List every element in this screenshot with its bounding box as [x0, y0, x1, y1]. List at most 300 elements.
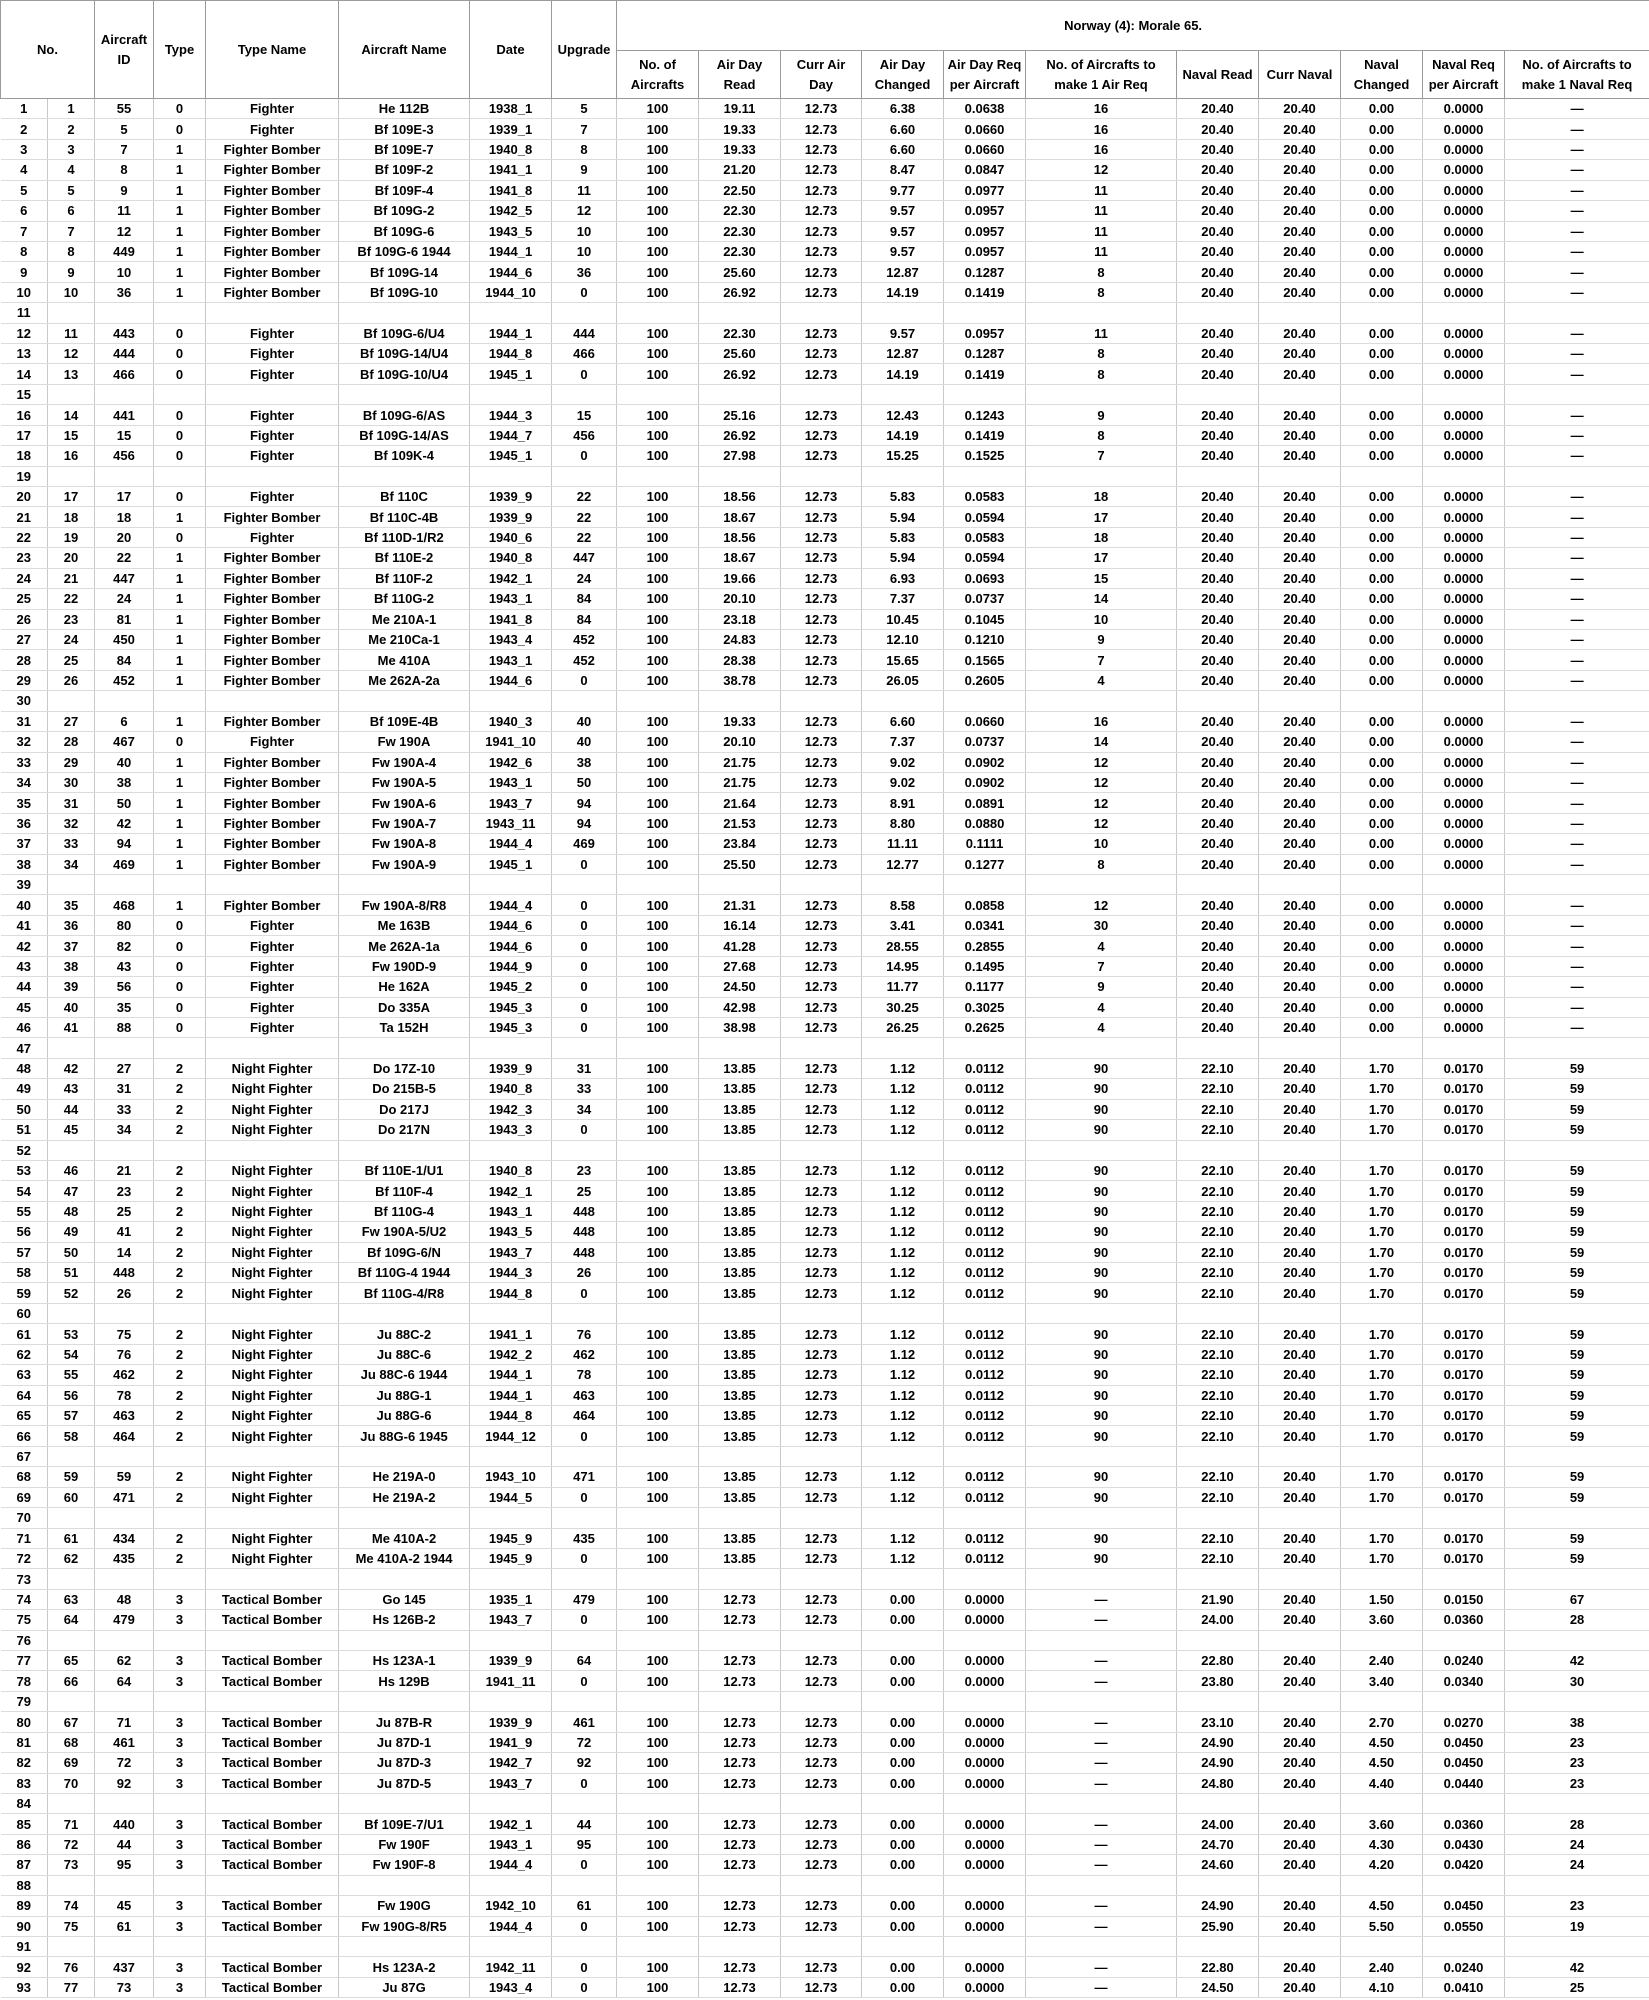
cell-aircraft-id[interactable]: 461	[95, 1732, 154, 1752]
cell-date[interactable]: 1944_12	[470, 1426, 552, 1446]
cell-naval-req[interactable]: 0.0170	[1423, 1242, 1505, 1262]
cell-aircraft-id[interactable]	[95, 1875, 154, 1895]
cell-air-day-req[interactable]	[944, 1794, 1026, 1814]
cell-row-number[interactable]: 36	[1, 813, 48, 833]
cell-aircraft-id[interactable]: 88	[95, 1017, 154, 1037]
cell-naval-req[interactable]: 0.0360	[1423, 1610, 1505, 1630]
cell-no-of-aircrafts[interactable]	[617, 691, 699, 711]
cell-aircrafts-per-air-req[interactable]	[1026, 1630, 1177, 1650]
cell-aircrafts-per-naval-req[interactable]: 59	[1505, 1181, 1649, 1201]
cell-air-day-changed[interactable]: 0.00	[862, 1732, 944, 1752]
cell-naval-req[interactable]: 0.0000	[1423, 119, 1505, 139]
cell-aircrafts-per-naval-req[interactable]: 19	[1505, 1916, 1649, 1936]
table-row[interactable]	[1, 1222, 1649, 1242]
cell-date[interactable]: 1941_10	[470, 732, 552, 752]
cell-air-day-req[interactable]: 0.0000	[944, 1732, 1026, 1752]
cell-no-of-aircrafts[interactable]: 100	[617, 1222, 699, 1242]
cell-aircraft-name[interactable]: Fw 190G	[339, 1896, 470, 1916]
cell-curr-air-day[interactable]: 12.73	[781, 1467, 862, 1487]
cell-row-number[interactable]: 88	[1, 1875, 48, 1895]
cell-air-day-changed[interactable]: 0.00	[862, 1610, 944, 1630]
cell-naval-read[interactable]: 24.90	[1177, 1732, 1259, 1752]
cell-type[interactable]	[154, 691, 206, 711]
cell-naval-req[interactable]: 0.0000	[1423, 99, 1505, 119]
table-row[interactable]	[1, 303, 1649, 323]
cell-aircraft-id[interactable]: 9	[95, 180, 154, 200]
cell-naval-req[interactable]: 0.0000	[1423, 711, 1505, 731]
cell-air-day-changed[interactable]: 1.12	[862, 1385, 944, 1405]
cell-aircraft-id[interactable]: 12	[95, 221, 154, 241]
cell-upgrade[interactable]	[552, 1303, 617, 1323]
cell-upgrade[interactable]	[552, 384, 617, 404]
cell-curr-naval[interactable]	[1259, 691, 1341, 711]
cell-curr-air-day[interactable]: 12.73	[781, 1834, 862, 1854]
table-row[interactable]	[1, 1794, 1649, 1814]
cell-date[interactable]: 1942_7	[470, 1753, 552, 1773]
cell-aircraft-name[interactable]: Me 163B	[339, 915, 470, 935]
cell-upgrade[interactable]	[552, 1038, 617, 1058]
cell-aircrafts-per-air-req[interactable]: —	[1026, 1589, 1177, 1609]
cell-type-name[interactable]: Fighter Bomber	[206, 201, 339, 221]
cell-aircrafts-per-naval-req[interactable]: —	[1505, 262, 1649, 282]
cell-aircrafts-per-naval-req[interactable]: 59	[1505, 1222, 1649, 1242]
cell-date[interactable]: 1944_1	[470, 1385, 552, 1405]
cell-type[interactable]	[154, 1875, 206, 1895]
cell-seq-no[interactable]: 31	[48, 793, 95, 813]
cell-no-of-aircrafts[interactable]	[617, 1508, 699, 1528]
cell-aircraft-id[interactable]: 82	[95, 936, 154, 956]
cell-curr-naval[interactable]	[1259, 875, 1341, 895]
cell-seq-no[interactable]: 62	[48, 1548, 95, 1568]
cell-naval-req[interactable]	[1423, 384, 1505, 404]
cell-naval-changed[interactable]	[1341, 1569, 1423, 1589]
cell-air-day-read[interactable]: 12.73	[699, 1977, 781, 1997]
cell-aircraft-name[interactable]: Me 262A-2a	[339, 670, 470, 690]
cell-aircrafts-per-air-req[interactable]: —	[1026, 1957, 1177, 1977]
table-row[interactable]	[1, 405, 1649, 425]
cell-air-day-req[interactable]: 0.0112	[944, 1385, 1026, 1405]
cell-air-day-changed[interactable]: 12.10	[862, 629, 944, 649]
cell-type-name[interactable]: Night Fighter	[206, 1385, 339, 1405]
cell-aircraft-id[interactable]: 437	[95, 1957, 154, 1977]
cell-aircraft-name[interactable]	[339, 1038, 470, 1058]
cell-naval-changed[interactable]: 0.00	[1341, 977, 1423, 997]
cell-row-number[interactable]: 65	[1, 1406, 48, 1426]
cell-aircraft-id[interactable]: 447	[95, 568, 154, 588]
cell-aircrafts-per-naval-req[interactable]: —	[1505, 119, 1649, 139]
table-row[interactable]	[1, 282, 1649, 302]
cell-naval-req[interactable]: 0.0440	[1423, 1773, 1505, 1793]
cell-naval-changed[interactable]	[1341, 691, 1423, 711]
subheader-cell[interactable]: Naval Req per Aircraft	[1423, 51, 1505, 99]
table-row[interactable]	[1, 1263, 1649, 1283]
cell-air-day-changed[interactable]: 0.00	[862, 1651, 944, 1671]
cell-aircraft-id[interactable]: 434	[95, 1528, 154, 1548]
cell-aircraft-id[interactable]: 26	[95, 1283, 154, 1303]
cell-naval-read[interactable]: 22.10	[1177, 1181, 1259, 1201]
cell-curr-naval[interactable]: 20.40	[1259, 936, 1341, 956]
cell-naval-changed[interactable]: 0.00	[1341, 364, 1423, 384]
cell-aircraft-id[interactable]	[95, 1569, 154, 1589]
cell-naval-changed[interactable]: 1.70	[1341, 1263, 1423, 1283]
cell-aircrafts-per-naval-req[interactable]: 59	[1505, 1385, 1649, 1405]
cell-no-of-aircrafts[interactable]: 100	[617, 180, 699, 200]
cell-aircrafts-per-air-req[interactable]: 90	[1026, 1385, 1177, 1405]
cell-naval-req[interactable]: 0.0000	[1423, 221, 1505, 241]
cell-naval-changed[interactable]: 2.40	[1341, 1957, 1423, 1977]
cell-type-name[interactable]: Night Fighter	[206, 1099, 339, 1119]
cell-aircraft-name[interactable]	[339, 303, 470, 323]
cell-curr-naval[interactable]	[1259, 466, 1341, 486]
cell-naval-changed[interactable]: 1.70	[1341, 1406, 1423, 1426]
cell-naval-changed[interactable]	[1341, 303, 1423, 323]
cell-curr-naval[interactable]: 20.40	[1259, 1712, 1341, 1732]
cell-aircraft-name[interactable]: Fw 190A-4	[339, 752, 470, 772]
cell-aircrafts-per-naval-req[interactable]: —	[1505, 793, 1649, 813]
cell-no-of-aircrafts[interactable]: 100	[617, 160, 699, 180]
cell-naval-read[interactable]	[1177, 1875, 1259, 1895]
cell-naval-read[interactable]: 22.10	[1177, 1385, 1259, 1405]
cell-aircraft-name[interactable]: Bf 110C-4B	[339, 507, 470, 527]
cell-seq-no[interactable]: 54	[48, 1344, 95, 1364]
table-row[interactable]	[1, 425, 1649, 445]
cell-naval-changed[interactable]: 0.00	[1341, 997, 1423, 1017]
cell-seq-no[interactable]: 15	[48, 425, 95, 445]
cell-air-day-req[interactable]: 0.0112	[944, 1079, 1026, 1099]
table-row[interactable]	[1, 241, 1649, 261]
cell-no-of-aircrafts[interactable]: 100	[617, 629, 699, 649]
cell-row-number[interactable]: 72	[1, 1548, 48, 1568]
cell-curr-naval[interactable]: 20.40	[1259, 1834, 1341, 1854]
cell-curr-naval[interactable]: 20.40	[1259, 446, 1341, 466]
cell-row-number[interactable]: 1	[1, 99, 48, 119]
cell-air-day-req[interactable]: 0.1287	[944, 262, 1026, 282]
cell-upgrade[interactable]	[552, 691, 617, 711]
cell-aircrafts-per-air-req[interactable]	[1026, 1691, 1177, 1711]
cell-date[interactable]: 1945_3	[470, 1017, 552, 1037]
cell-curr-air-day[interactable]: 12.73	[781, 344, 862, 364]
cell-aircraft-name[interactable]: Do 217J	[339, 1099, 470, 1119]
cell-air-day-read[interactable]: 12.73	[699, 1855, 781, 1875]
cell-type-name[interactable]: Fighter	[206, 487, 339, 507]
cell-aircrafts-per-naval-req[interactable]: —	[1505, 609, 1649, 629]
cell-air-day-req[interactable]: 0.0112	[944, 1201, 1026, 1221]
cell-air-day-req[interactable]: 0.0000	[944, 1773, 1026, 1793]
cell-aircraft-id[interactable]: 15	[95, 425, 154, 445]
cell-naval-req[interactable]	[1423, 1691, 1505, 1711]
cell-row-number[interactable]: 82	[1, 1753, 48, 1773]
cell-date[interactable]: 1943_1	[470, 1201, 552, 1221]
cell-naval-read[interactable]: 20.40	[1177, 752, 1259, 772]
cell-air-day-read[interactable]: 16.14	[699, 915, 781, 935]
cell-no-of-aircrafts[interactable]: 100	[617, 1651, 699, 1671]
cell-aircrafts-per-naval-req[interactable]	[1505, 303, 1649, 323]
cell-seq-no[interactable]: 3	[48, 139, 95, 159]
cell-curr-naval[interactable]: 20.40	[1259, 1814, 1341, 1834]
cell-curr-naval[interactable]: 20.40	[1259, 568, 1341, 588]
cell-air-day-req[interactable]: 0.0112	[944, 1365, 1026, 1385]
cell-type[interactable]: 1	[154, 650, 206, 670]
subheader-cell[interactable]: No. of Aircrafts to make 1 Air Req	[1026, 51, 1177, 99]
cell-no-of-aircrafts[interactable]: 100	[617, 895, 699, 915]
cell-upgrade[interactable]: 471	[552, 1467, 617, 1487]
cell-aircraft-name[interactable]: Bf 109F-4	[339, 180, 470, 200]
cell-aircrafts-per-naval-req[interactable]: —	[1505, 139, 1649, 159]
cell-aircraft-name[interactable]: Ju 88G-6	[339, 1406, 470, 1426]
cell-naval-read[interactable]: 22.10	[1177, 1263, 1259, 1283]
cell-row-number[interactable]: 20	[1, 487, 48, 507]
table-row[interactable]	[1, 1242, 1649, 1262]
cell-curr-air-day[interactable]	[781, 1303, 862, 1323]
cell-type-name[interactable]	[206, 691, 339, 711]
cell-air-day-changed[interactable]: 9.02	[862, 772, 944, 792]
cell-naval-changed[interactable]	[1341, 875, 1423, 895]
subheader-cell[interactable]: Curr Air Day	[781, 51, 862, 99]
cell-aircraft-id[interactable]: 468	[95, 895, 154, 915]
cell-aircrafts-per-air-req[interactable]	[1026, 1038, 1177, 1058]
cell-seq-no[interactable]: 52	[48, 1283, 95, 1303]
cell-type-name[interactable]: Fighter Bomber	[206, 711, 339, 731]
cell-aircrafts-per-naval-req[interactable]: 59	[1505, 1099, 1649, 1119]
cell-curr-naval[interactable]: 20.40	[1259, 221, 1341, 241]
cell-date[interactable]: 1940_3	[470, 711, 552, 731]
cell-row-number[interactable]: 30	[1, 691, 48, 711]
cell-naval-changed[interactable]: 4.40	[1341, 1773, 1423, 1793]
cell-date[interactable]: 1944_4	[470, 1855, 552, 1875]
cell-seq-no[interactable]: 55	[48, 1365, 95, 1385]
cell-curr-naval[interactable]: 20.40	[1259, 1263, 1341, 1283]
cell-date[interactable]: 1942_11	[470, 1957, 552, 1977]
cell-air-day-req[interactable]: 0.1045	[944, 609, 1026, 629]
cell-aircraft-name[interactable]	[339, 1875, 470, 1895]
cell-seq-no[interactable]: 4	[48, 160, 95, 180]
cell-type[interactable]: 1	[154, 895, 206, 915]
cell-date[interactable]: 1944_3	[470, 405, 552, 425]
cell-upgrade[interactable]: 38	[552, 752, 617, 772]
cell-air-day-req[interactable]: 0.1277	[944, 854, 1026, 874]
cell-naval-changed[interactable]: 0.00	[1341, 282, 1423, 302]
cell-curr-naval[interactable]: 20.40	[1259, 1099, 1341, 1119]
cell-date[interactable]: 1935_1	[470, 1589, 552, 1609]
cell-aircrafts-per-naval-req[interactable]: —	[1505, 589, 1649, 609]
table-row[interactable]	[1, 446, 1649, 466]
cell-aircrafts-per-air-req[interactable]: 9	[1026, 629, 1177, 649]
table-row[interactable]	[1, 1528, 1649, 1548]
cell-no-of-aircrafts[interactable]: 100	[617, 1773, 699, 1793]
cell-date[interactable]: 1944_4	[470, 834, 552, 854]
cell-air-day-read[interactable]: 22.30	[699, 221, 781, 241]
cell-row-number[interactable]: 60	[1, 1303, 48, 1323]
cell-type-name[interactable]: Night Fighter	[206, 1426, 339, 1446]
cell-no-of-aircrafts[interactable]: 100	[617, 732, 699, 752]
cell-air-day-changed[interactable]	[862, 384, 944, 404]
cell-aircrafts-per-naval-req[interactable]: —	[1505, 977, 1649, 997]
cell-naval-req[interactable]: 0.0000	[1423, 772, 1505, 792]
cell-curr-naval[interactable]: 20.40	[1259, 1222, 1341, 1242]
cell-naval-changed[interactable]	[1341, 1936, 1423, 1956]
cell-no-of-aircrafts[interactable]: 100	[617, 364, 699, 384]
cell-date[interactable]: 1940_8	[470, 548, 552, 568]
cell-row-number[interactable]: 80	[1, 1712, 48, 1732]
table-row[interactable]	[1, 1691, 1649, 1711]
cell-air-day-read[interactable]: 25.50	[699, 854, 781, 874]
cell-curr-air-day[interactable]: 12.73	[781, 1426, 862, 1446]
cell-naval-req[interactable]: 0.0000	[1423, 895, 1505, 915]
cell-curr-air-day[interactable]: 12.73	[781, 1058, 862, 1078]
cell-aircrafts-per-air-req[interactable]	[1026, 875, 1177, 895]
table-row[interactable]	[1, 1508, 1649, 1528]
cell-air-day-req[interactable]: 0.3025	[944, 997, 1026, 1017]
cell-curr-air-day[interactable]: 12.73	[781, 1896, 862, 1916]
cell-upgrade[interactable]: 479	[552, 1589, 617, 1609]
cell-type[interactable]: 0	[154, 997, 206, 1017]
cell-type[interactable]: 1	[154, 670, 206, 690]
cell-type[interactable]: 1	[154, 589, 206, 609]
cell-aircrafts-per-air-req[interactable]: 90	[1026, 1222, 1177, 1242]
cell-curr-air-day[interactable]: 12.73	[781, 1201, 862, 1221]
cell-naval-changed[interactable]: 0.00	[1341, 180, 1423, 200]
cell-air-day-changed[interactable]	[862, 1446, 944, 1466]
cell-air-day-read[interactable]: 19.33	[699, 139, 781, 159]
cell-aircrafts-per-air-req[interactable]: 90	[1026, 1467, 1177, 1487]
cell-curr-naval[interactable]: 20.40	[1259, 1977, 1341, 1997]
subheader-cell[interactable]: Air Day Read	[699, 51, 781, 99]
cell-air-day-changed[interactable]: 0.00	[862, 1977, 944, 1997]
cell-aircrafts-per-air-req[interactable]: —	[1026, 1753, 1177, 1773]
cell-naval-req[interactable]: 0.0450	[1423, 1732, 1505, 1752]
cell-curr-air-day[interactable]: 12.73	[781, 732, 862, 752]
cell-upgrade[interactable]: 36	[552, 262, 617, 282]
cell-air-day-req[interactable]: 0.0000	[944, 1814, 1026, 1834]
table-row[interactable]	[1, 384, 1649, 404]
cell-aircraft-name[interactable]: Bf 110G-2	[339, 589, 470, 609]
table-row[interactable]	[1, 487, 1649, 507]
cell-curr-naval[interactable]: 20.40	[1259, 282, 1341, 302]
cell-type-name[interactable]: Fighter Bomber	[206, 548, 339, 568]
table-row[interactable]	[1, 834, 1649, 854]
cell-aircrafts-per-naval-req[interactable]: 59	[1505, 1548, 1649, 1568]
cell-naval-read[interactable]: 24.00	[1177, 1610, 1259, 1630]
cell-naval-read[interactable]: 23.10	[1177, 1712, 1259, 1732]
cell-aircraft-name[interactable]: Bf 109G-14/AS	[339, 425, 470, 445]
cell-air-day-req[interactable]: 0.0000	[944, 1712, 1026, 1732]
cell-naval-changed[interactable]: 0.00	[1341, 568, 1423, 588]
cell-aircraft-name[interactable]	[339, 384, 470, 404]
cell-type-name[interactable]: Fighter	[206, 344, 339, 364]
cell-curr-naval[interactable]: 20.40	[1259, 834, 1341, 854]
cell-seq-no[interactable]: 63	[48, 1589, 95, 1609]
cell-air-day-req[interactable]: 0.0880	[944, 813, 1026, 833]
cell-air-day-req[interactable]: 0.1210	[944, 629, 1026, 649]
cell-aircraft-id[interactable]: 33	[95, 1099, 154, 1119]
cell-row-number[interactable]: 70	[1, 1508, 48, 1528]
cell-air-day-changed[interactable]: 12.87	[862, 262, 944, 282]
cell-type[interactable]: 2	[154, 1099, 206, 1119]
cell-no-of-aircrafts[interactable]: 100	[617, 813, 699, 833]
cell-seq-no[interactable]: 47	[48, 1181, 95, 1201]
cell-naval-read[interactable]	[1177, 1569, 1259, 1589]
cell-curr-naval[interactable]	[1259, 1140, 1341, 1160]
cell-aircrafts-per-air-req[interactable]: 90	[1026, 1079, 1177, 1099]
cell-naval-req[interactable]: 0.0360	[1423, 1814, 1505, 1834]
cell-curr-naval[interactable]	[1259, 1630, 1341, 1650]
cell-seq-no[interactable]: 30	[48, 772, 95, 792]
cell-air-day-changed[interactable]: 1.12	[862, 1120, 944, 1140]
cell-type[interactable]: 0	[154, 425, 206, 445]
cell-naval-req[interactable]: 0.0000	[1423, 732, 1505, 752]
cell-aircrafts-per-air-req[interactable]: 12	[1026, 772, 1177, 792]
cell-curr-air-day[interactable]: 12.73	[781, 854, 862, 874]
cell-naval-changed[interactable]: 1.70	[1341, 1058, 1423, 1078]
cell-curr-air-day[interactable]: 12.73	[781, 1222, 862, 1242]
cell-aircraft-id[interactable]: 36	[95, 282, 154, 302]
cell-air-day-req[interactable]: 0.0112	[944, 1181, 1026, 1201]
cell-air-day-changed[interactable]: 1.12	[862, 1283, 944, 1303]
cell-date[interactable]: 1944_9	[470, 956, 552, 976]
cell-seq-no[interactable]: 57	[48, 1406, 95, 1426]
cell-no-of-aircrafts[interactable]: 100	[617, 1160, 699, 1180]
cell-curr-air-day[interactable]: 12.73	[781, 1365, 862, 1385]
cell-aircraft-name[interactable]: Hs 126B-2	[339, 1610, 470, 1630]
cell-air-day-read[interactable]: 13.85	[699, 1467, 781, 1487]
cell-type[interactable]: 2	[154, 1406, 206, 1426]
cell-upgrade[interactable]: 0	[552, 1017, 617, 1037]
cell-no-of-aircrafts[interactable]: 100	[617, 1344, 699, 1364]
cell-upgrade[interactable]: 462	[552, 1344, 617, 1364]
table-row[interactable]	[1, 1426, 1649, 1446]
cell-upgrade[interactable]	[552, 1875, 617, 1895]
cell-naval-read[interactable]: 24.90	[1177, 1753, 1259, 1773]
cell-naval-req[interactable]: 0.0170	[1423, 1467, 1505, 1487]
cell-naval-req[interactable]: 0.0170	[1423, 1344, 1505, 1364]
cell-no-of-aircrafts[interactable]: 100	[617, 1079, 699, 1099]
cell-no-of-aircrafts[interactable]: 100	[617, 1426, 699, 1446]
cell-naval-read[interactable]: 20.40	[1177, 895, 1259, 915]
cell-curr-naval[interactable]: 20.40	[1259, 1773, 1341, 1793]
cell-air-day-req[interactable]: 0.0112	[944, 1467, 1026, 1487]
cell-type[interactable]	[154, 303, 206, 323]
cell-row-number[interactable]: 43	[1, 956, 48, 976]
cell-upgrade[interactable]	[552, 1936, 617, 1956]
table-row[interactable]	[1, 670, 1649, 690]
cell-air-day-req[interactable]: 0.0000	[944, 1753, 1026, 1773]
cell-aircrafts-per-air-req[interactable]: 11	[1026, 180, 1177, 200]
cell-air-day-changed[interactable]: 14.19	[862, 364, 944, 384]
cell-no-of-aircrafts[interactable]: 100	[617, 1589, 699, 1609]
cell-seq-no[interactable]: 72	[48, 1834, 95, 1854]
cell-type[interactable]	[154, 1569, 206, 1589]
header-type-name[interactable]: Type Name	[206, 1, 339, 99]
cell-air-day-changed[interactable]: 0.00	[862, 1712, 944, 1732]
cell-air-day-read[interactable]	[699, 1936, 781, 1956]
cell-date[interactable]: 1943_1	[470, 1834, 552, 1854]
table-row[interactable]	[1, 160, 1649, 180]
cell-naval-req[interactable]	[1423, 875, 1505, 895]
cell-air-day-changed[interactable]: 9.57	[862, 221, 944, 241]
cell-aircraft-id[interactable]: 435	[95, 1548, 154, 1568]
cell-air-day-req[interactable]: 0.0847	[944, 160, 1026, 180]
cell-curr-naval[interactable]	[1259, 384, 1341, 404]
cell-air-day-changed[interactable]: 1.12	[862, 1467, 944, 1487]
cell-date[interactable]: 1945_2	[470, 977, 552, 997]
cell-curr-naval[interactable]: 20.40	[1259, 1487, 1341, 1507]
cell-air-day-req[interactable]	[944, 1691, 1026, 1711]
cell-naval-changed[interactable]: 5.50	[1341, 1916, 1423, 1936]
cell-air-day-read[interactable]: 42.98	[699, 997, 781, 1017]
cell-curr-naval[interactable]: 20.40	[1259, 139, 1341, 159]
cell-seq-no[interactable]: 49	[48, 1222, 95, 1242]
cell-no-of-aircrafts[interactable]: 100	[617, 956, 699, 976]
